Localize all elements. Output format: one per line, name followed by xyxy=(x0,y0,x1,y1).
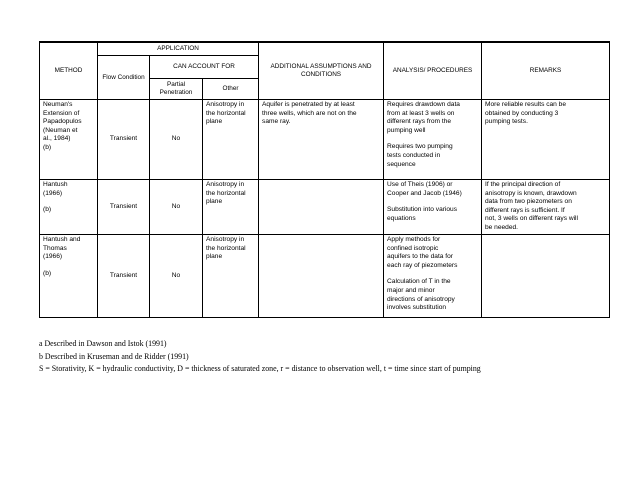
cell-text: Neuman's xyxy=(43,101,73,108)
cell-partial: No xyxy=(150,235,203,318)
cell-text: data from two piezometers on xyxy=(485,198,572,206)
cell-analysis xyxy=(384,100,482,180)
cell-text: not, 3 wells on different rays will xyxy=(485,215,578,223)
cell-text: tests conducted in xyxy=(387,151,441,159)
cell-text: If the principal direction of xyxy=(485,181,561,188)
cell-text: Requires two pumping xyxy=(387,143,453,151)
header-application: APPLICATION xyxy=(98,42,259,56)
table-row xyxy=(40,180,610,235)
cell-text: al., 1984) xyxy=(43,135,71,143)
cell-text: confined isotropic xyxy=(387,244,439,252)
cell-additional xyxy=(259,180,384,235)
methods-table xyxy=(39,41,610,318)
cell-method xyxy=(40,100,98,180)
cell-text: (1966) xyxy=(43,189,63,197)
cell-text: (Neuman et xyxy=(43,126,78,134)
cell-text: Cooper and Jacob (1946) xyxy=(387,189,462,197)
cell-text: Thomas xyxy=(43,244,67,252)
header-other: Other xyxy=(203,79,259,100)
cell-analysis xyxy=(384,235,482,318)
cell-text: Use of Theis (1906) or xyxy=(387,181,453,188)
header-can-account-for: CAN ACCOUNT FOR xyxy=(150,56,259,79)
cell-text: plane xyxy=(206,253,223,261)
cell-partial: No xyxy=(150,100,203,180)
header-remarks: REMARKS xyxy=(482,42,610,100)
cell-remarks xyxy=(482,180,610,235)
cell-other xyxy=(203,180,259,235)
footnote-a: a Described in Dawson and Istok (1991) xyxy=(39,339,167,348)
cell-text: different rays from the xyxy=(387,118,452,126)
cell-text: Hantush xyxy=(43,181,68,188)
cell-flow: Transient xyxy=(98,180,150,235)
cell-flow: Transient xyxy=(98,100,150,180)
cell-text: sequence xyxy=(387,160,416,168)
cell-text: be needed. xyxy=(485,223,519,231)
cell-text: aquifers to the data for xyxy=(387,253,453,261)
cell-text: the horizontal xyxy=(206,109,246,117)
cell-text: major and minor xyxy=(387,286,435,294)
cell-method xyxy=(40,235,98,318)
cell-text: plane xyxy=(206,198,223,206)
table-body xyxy=(40,100,610,318)
cell-text: Anisotropy in xyxy=(206,181,245,188)
cell-text: (b) xyxy=(43,143,52,151)
table-row xyxy=(40,235,610,318)
table-row xyxy=(40,100,610,180)
cell-text: Papadopulos xyxy=(43,118,82,126)
footnote-b: b Described in Kruseman and de Ridder (1991) xyxy=(39,351,189,361)
cell-text: three wells, which are not on the xyxy=(262,109,357,117)
cell-text: pumping well xyxy=(387,126,426,134)
cell-text: the horizontal xyxy=(206,244,246,252)
header-partial-penetration: Partial Penetration xyxy=(150,79,203,100)
header-additional-assumptions: ADDITIONAL ASSUMPTIONS AND CONDITIONS xyxy=(259,42,384,100)
cell-text: equations xyxy=(387,214,416,222)
header-flow-condition: Flow Condition xyxy=(98,56,150,100)
cell-text: Substitution into various xyxy=(387,206,458,214)
cell-text: (1966) xyxy=(43,253,63,261)
cell-text: Aquifer is penetrated by at least xyxy=(262,101,355,108)
header-method: METHOD xyxy=(40,42,98,100)
cell-other xyxy=(203,100,259,180)
cell-text: Hantush and xyxy=(43,236,81,243)
cell-text: Calculation of T in the xyxy=(387,278,451,286)
cell-text: Apply methods for xyxy=(387,236,441,243)
cell-text: Extension of xyxy=(43,109,80,117)
cell-text: same ray. xyxy=(262,118,291,126)
cell-other xyxy=(203,235,259,318)
header-analysis-procedures: ANALYSIS/ PROCEDURES xyxy=(384,42,482,100)
cell-text: the horizontal xyxy=(206,189,246,197)
cell-text: Anisotropy in xyxy=(206,101,245,108)
cell-remarks xyxy=(482,100,610,180)
footnotes xyxy=(39,338,481,376)
cell-partial: No xyxy=(150,180,203,235)
cell-text: different rays is sufficient. If xyxy=(485,206,565,214)
cell-method xyxy=(40,180,98,235)
cell-text: More reliable results can be xyxy=(485,101,567,108)
cell-text: Requires drawdown data xyxy=(387,101,460,108)
cell-text: directions of anisotropy xyxy=(387,295,455,303)
cell-text: (b) xyxy=(43,206,52,214)
cell-flow: Transient xyxy=(98,235,150,318)
cell-additional xyxy=(259,100,384,180)
cell-text: pumping tests. xyxy=(485,118,528,126)
cell-text: involves substitution xyxy=(387,304,447,312)
cell-remarks xyxy=(482,235,610,318)
cell-text: each ray of piezometers xyxy=(387,261,458,269)
cell-additional xyxy=(259,235,384,318)
cell-text: plane xyxy=(206,118,223,126)
cell-text: anisotropy is known, drawdown xyxy=(485,189,577,197)
cell-text: from at least 3 wells on xyxy=(387,109,455,117)
cell-text: obtained by conducting 3 xyxy=(485,109,559,117)
cell-text: (b) xyxy=(43,269,52,277)
footnote-symbols: S = Storativity, K = hydraulic conductivity, D = thickness of saturated zone, r = distance to observation well, t = time since start of pumping xyxy=(39,364,481,373)
cell-analysis xyxy=(384,180,482,235)
cell-text: Anisotropy in xyxy=(206,236,245,243)
